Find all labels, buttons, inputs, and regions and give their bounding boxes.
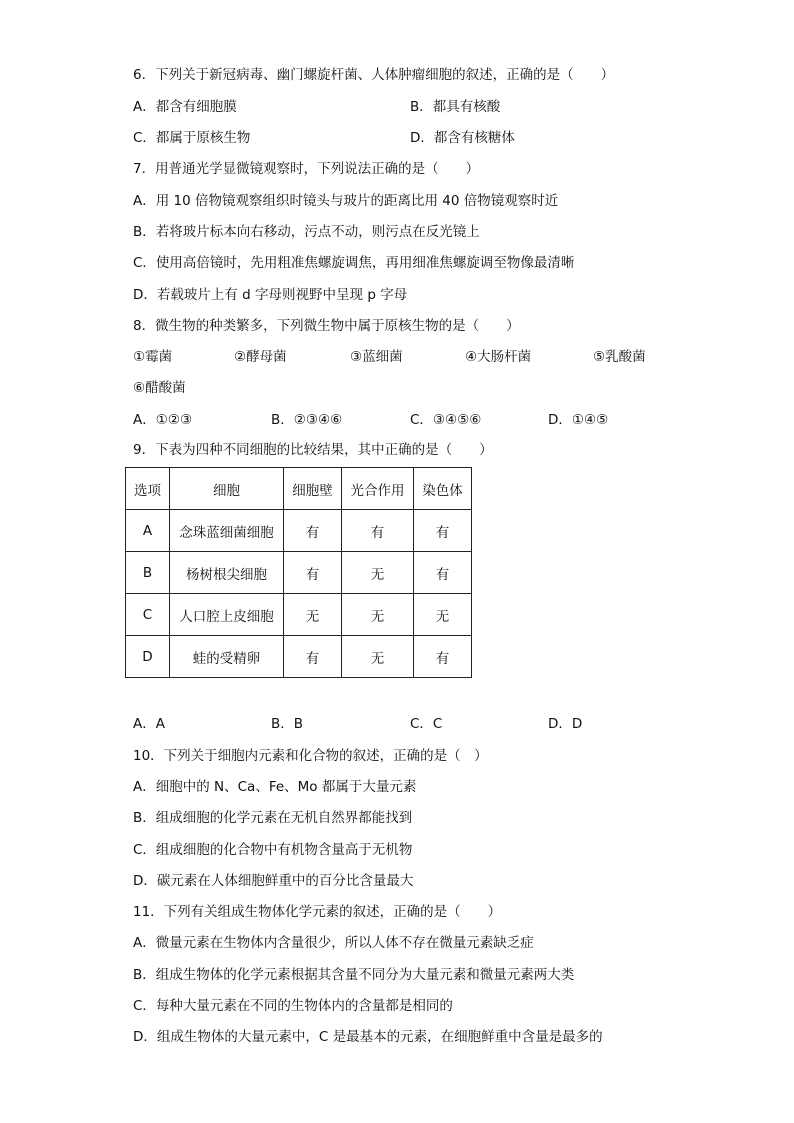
q6-option-a: A．都含有细胞膜 [133, 99, 237, 115]
table-cell: 有 [342, 510, 414, 552]
q11-option-c: C．每种大量元素在不同的生物体内的含量都是相同的 [133, 998, 453, 1014]
q9-option-d: D．D [548, 716, 583, 732]
header-cell-chromosome: 染色体 [414, 468, 472, 510]
q10-option-d: D．碳元素在人体细胞鲜重中的百分比含量最大 [133, 873, 414, 889]
table-row [126, 594, 472, 636]
q8-item-1: ①霉菌 [133, 349, 173, 365]
table-header-row [126, 468, 472, 510]
table-cell: D [126, 636, 170, 678]
q11-option-b: B．组成生物体的化学元素根据其含量不同分为大量元素和微量元素两大类 [133, 967, 575, 983]
table-cell: 无 [414, 594, 472, 636]
q10-option-c: C．组成细胞的化合物中有机物含量高于无机物 [133, 842, 413, 858]
q8-item-6: ⑥醋酸菌 [133, 380, 186, 396]
header-cell-photosynthesis: 光合作用 [342, 468, 414, 510]
q10-option-a: A．细胞中的 N、Ca、Fe、Mo 都属于大量元素 [133, 779, 417, 795]
q8-item-2: ②酵母菌 [234, 349, 287, 365]
table-cell: 有 [414, 636, 472, 678]
q9-option-b: B．B [271, 716, 304, 732]
q8-option-d: D．①④⑤ [548, 412, 609, 428]
q6-option-b: B．都具有核酸 [410, 99, 501, 115]
q7-option-b: B．若将玻片标本向右移动，污点不动，则污点在反光镜上 [133, 224, 480, 240]
q8-stem: 8．微生物的种类繁多，下列微生物中属于原核生物的是（ ） [133, 318, 520, 334]
q7-option-a: A．用 10 倍物镜观察组织时镜头与玻片的距离比用 40 倍物镜观察时近 [133, 193, 559, 209]
q6-option-c: C．都属于原核生物 [133, 130, 251, 146]
table-cell: 有 [284, 636, 342, 678]
table-cell: 无 [342, 552, 414, 594]
q6-stem: 6．下列关于新冠病毒、幽门螺旋杆菌、人体肿瘤细胞的叙述，正确的是（ ） [133, 67, 615, 83]
header-cell-option: 选项 [126, 468, 170, 510]
q8-item-3: ③蓝细菌 [350, 349, 403, 365]
q8-option-c: C．③④⑤⑥ [410, 412, 482, 428]
q9-option-a: A．A [133, 716, 165, 732]
table-cell: 杨树根尖细胞 [170, 552, 284, 594]
table-row [126, 636, 472, 678]
header-cell-cell-wall: 细胞壁 [284, 468, 342, 510]
q6-option-d: D．都含有核糖体 [410, 130, 515, 146]
table-cell: 有 [414, 510, 472, 552]
table-cell: 人口腔上皮细胞 [170, 594, 284, 636]
q11-option-a: A．微量元素在生物体内含量很少，所以人体不存在微量元素缺乏症 [133, 935, 534, 951]
q7-stem: 7．用普通光学显微镜观察时，下列说法正确的是（ ） [133, 161, 480, 177]
q10-stem: 10．下列关于细胞内元素和化合物的叙述，正确的是（ ） [133, 748, 488, 764]
table-cell: 有 [414, 552, 472, 594]
table-cell: 无 [342, 636, 414, 678]
table-cell: 无 [284, 594, 342, 636]
header-cell-cell: 细胞 [170, 468, 284, 510]
q8-item-5: ⑤乳酸菌 [593, 349, 646, 365]
table-cell: 无 [342, 594, 414, 636]
table-cell: A [126, 510, 170, 552]
table-cell: 蛙的受精卵 [170, 636, 284, 678]
q11-option-d: D．组成生物体的大量元素中，C 是最基本的元素，在细胞鲜重中含量是最多的 [133, 1029, 603, 1045]
q9-option-c: C．C [410, 716, 443, 732]
table-cell: B [126, 552, 170, 594]
q8-item-4: ④大肠杆菌 [465, 349, 532, 365]
q7-option-c: C．使用高倍镜时，先用粗准焦螺旋调焦，再用细准焦螺旋调至物像最清晰 [133, 255, 575, 271]
table-cell: 念珠蓝细菌细胞 [170, 510, 284, 552]
q7-option-d: D．若载玻片上有 d 字母则视野中呈现 p 字母 [133, 287, 408, 303]
table-cell: 有 [284, 552, 342, 594]
q11-stem: 11．下列有关组成生物体化学元素的叙述，正确的是（ ） [133, 904, 502, 920]
q8-option-b: B．②③④⑥ [271, 412, 343, 428]
cell-comparison-table [125, 467, 472, 678]
table-row [126, 552, 472, 594]
q10-option-b: B．组成细胞的化学元素在无机自然界都能找到 [133, 810, 413, 826]
q8-option-a: A．①②③ [133, 412, 193, 428]
table-row [126, 510, 472, 552]
table-cell: C [126, 594, 170, 636]
q9-stem: 9．下表为四种不同细胞的比较结果，其中正确的是（ ） [133, 442, 493, 458]
table-cell: 有 [284, 510, 342, 552]
